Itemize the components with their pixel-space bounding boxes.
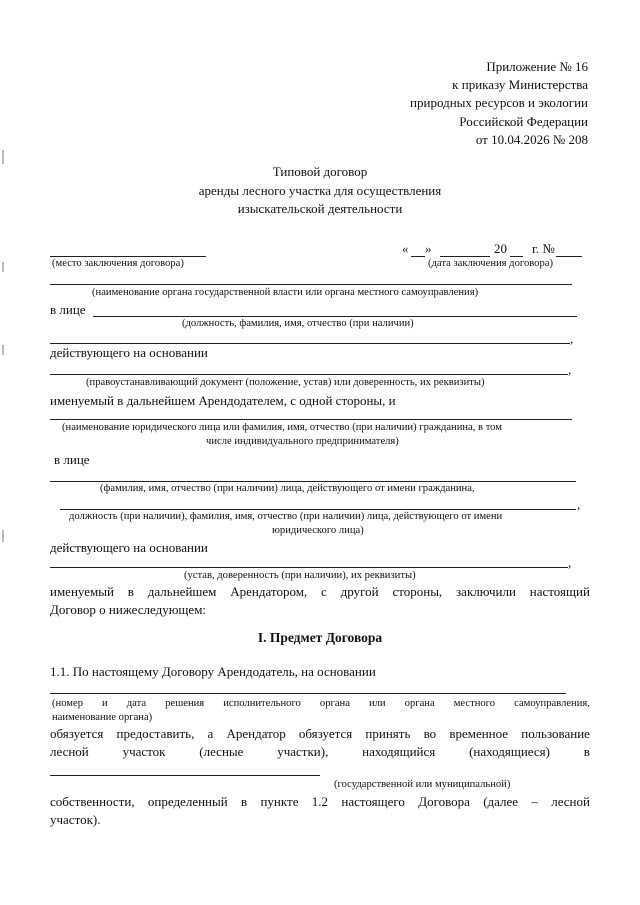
property-line bbox=[50, 794, 590, 810]
decision-line bbox=[50, 693, 566, 694]
appendix-date: от 10.04.2026 № 208 bbox=[475, 131, 588, 147]
word: – bbox=[531, 794, 538, 809]
lessor-person-caption: (должность, фамилия, имя, отчество (при наличии) bbox=[182, 318, 414, 329]
word: во bbox=[423, 726, 437, 741]
lessee-legal-caption-1: должность (при наличии), фамилия, имя, отчество (при наличии) лица, действующего от имени bbox=[69, 511, 503, 522]
lessee-basis-comma: , bbox=[568, 555, 572, 570]
word: участки), bbox=[277, 744, 329, 759]
word: (находящиеся) bbox=[469, 744, 550, 759]
word: временное bbox=[449, 726, 509, 741]
title-line-1: Типовой договор bbox=[272, 164, 368, 179]
lessee-name-caption-1: (наименование юридического лица или фамилия, имя, отчество (при наличии) гражданина, в том bbox=[62, 422, 502, 433]
word: (номер bbox=[52, 698, 83, 709]
lessor-organ-caption: (наименование органа государственной власти или органа местного самоуправления) bbox=[92, 287, 479, 298]
word: лесной bbox=[551, 794, 590, 809]
lessor-document-caption: (правоустанавливающий документ (положение, устав) или доверенность, их реквизиты) bbox=[86, 377, 485, 388]
lessor-person-line-2 bbox=[50, 343, 570, 344]
ownership-line bbox=[50, 775, 320, 776]
date-open-quote: « bbox=[402, 241, 409, 256]
word: в bbox=[583, 744, 590, 759]
document-title bbox=[0, 163, 640, 219]
word: участок bbox=[122, 744, 166, 759]
appendix-number: Приложение № 16 bbox=[486, 59, 588, 74]
word: (лесные bbox=[199, 744, 244, 759]
ownership-caption: (государственной или муниципальной) bbox=[334, 779, 511, 790]
year-line bbox=[510, 256, 523, 257]
word: обязуется bbox=[298, 726, 353, 741]
year-suffix: г. № bbox=[532, 241, 555, 256]
word: (далее bbox=[483, 794, 519, 809]
appendix-ministry: природных ресурсов и экологии bbox=[410, 95, 588, 111]
word: и bbox=[102, 698, 108, 709]
appendix-order: к приказу Министерства bbox=[452, 77, 588, 93]
word: органа bbox=[319, 698, 350, 709]
scan-edge-mark bbox=[2, 530, 4, 542]
lessor-named-as: именуемый в дальнейшем Арендодателем, с одной стороны, и bbox=[50, 393, 396, 408]
word: находящийся bbox=[362, 744, 436, 759]
word: Арендатором, bbox=[230, 584, 308, 599]
section-heading: I. Предмет Договора bbox=[257, 630, 383, 645]
word: принять bbox=[365, 726, 411, 741]
word: предоставить, bbox=[116, 726, 195, 741]
decision-caption-line bbox=[52, 698, 590, 709]
word: или bbox=[368, 698, 386, 709]
date-caption: (дата заключения договора) bbox=[428, 258, 553, 269]
lessor-document-line bbox=[50, 374, 568, 375]
place-caption: (место заключения договора) bbox=[52, 258, 184, 269]
lessor-person-comma: , bbox=[570, 331, 574, 346]
lessee-named-as-line bbox=[50, 584, 590, 600]
word: пункте bbox=[260, 794, 299, 809]
word: исполнительного bbox=[223, 698, 301, 709]
decision-caption-end: наименование органа) bbox=[52, 712, 153, 723]
clause-1-1: 1.1. По настоящему Договору Арендодатель, на основании bbox=[50, 664, 376, 679]
lessor-in-person: в лице bbox=[50, 302, 86, 317]
word: с bbox=[321, 584, 327, 599]
word: Договора bbox=[418, 794, 470, 809]
place-line bbox=[50, 256, 206, 257]
lessor-acting-basis: действующего на основании bbox=[50, 345, 208, 360]
word: настоящего bbox=[341, 794, 405, 809]
year-prefix: 20 bbox=[494, 241, 507, 256]
lessee-person-line bbox=[50, 481, 576, 482]
plot-line bbox=[50, 744, 590, 760]
word: лесной bbox=[50, 744, 89, 759]
property-end: участок). bbox=[50, 812, 101, 827]
lessor-person-line bbox=[93, 316, 577, 317]
word: пользование bbox=[521, 726, 590, 741]
lessee-in-person: в лице bbox=[54, 452, 90, 467]
title-line-2: аренды лесного участка для осуществления bbox=[198, 182, 442, 198]
day-line bbox=[411, 256, 425, 257]
word: другой bbox=[340, 584, 379, 599]
lessee-name-line bbox=[50, 419, 572, 420]
word: 1.2 bbox=[311, 794, 329, 809]
word: самоуправления, bbox=[514, 698, 590, 709]
lessee-name-caption-2: числе индивидуального предпринимателя) bbox=[206, 436, 399, 447]
word: органа bbox=[404, 698, 435, 709]
word: именуемый bbox=[50, 584, 114, 599]
lessee-named-as-end: Договор о нижеследующем: bbox=[50, 602, 207, 617]
lessee-basis-line bbox=[50, 567, 568, 568]
word: Арендатор bbox=[226, 726, 286, 741]
lessee-legal-comma: , bbox=[577, 497, 581, 512]
lessee-legal-line bbox=[60, 509, 576, 510]
lessor-document-comma: , bbox=[568, 362, 572, 377]
lessee-citizen-caption: (фамилия, имя, отчество (при наличии) лица, действующего от имени гражданина, bbox=[100, 483, 475, 494]
date-close-quote: » bbox=[425, 241, 432, 256]
scan-edge-mark bbox=[2, 345, 4, 355]
scan-edge-mark bbox=[2, 262, 4, 272]
word: решения bbox=[165, 698, 205, 709]
word: обязуется bbox=[50, 726, 104, 741]
word: в bbox=[127, 584, 134, 599]
lessor-organ-line bbox=[50, 284, 572, 285]
month-line bbox=[440, 256, 490, 257]
word: в bbox=[241, 794, 248, 809]
obliges-line bbox=[50, 726, 590, 742]
word: собственности, bbox=[50, 794, 135, 809]
title-line-3: изыскательской деятельности bbox=[237, 201, 403, 216]
scan-edge-mark bbox=[2, 150, 4, 164]
word: заключили bbox=[456, 584, 516, 599]
word: стороны, bbox=[392, 584, 443, 599]
word: настоящий bbox=[529, 584, 590, 599]
word: местного bbox=[453, 698, 496, 709]
lessee-legal-caption-2: юридического лица) bbox=[272, 525, 364, 536]
word: дата bbox=[126, 698, 147, 709]
word: а bbox=[207, 726, 214, 741]
word: дальнейшем bbox=[147, 584, 217, 599]
word: определенный bbox=[147, 794, 228, 809]
number-line bbox=[556, 256, 582, 257]
lessee-basis-caption: (устав, доверенность (при наличии), их реквизиты) bbox=[184, 570, 416, 581]
lessee-acting-basis: действующего на основании bbox=[50, 540, 208, 555]
appendix-country: Российской Федерации bbox=[459, 113, 588, 129]
appendix-header bbox=[410, 58, 588, 149]
